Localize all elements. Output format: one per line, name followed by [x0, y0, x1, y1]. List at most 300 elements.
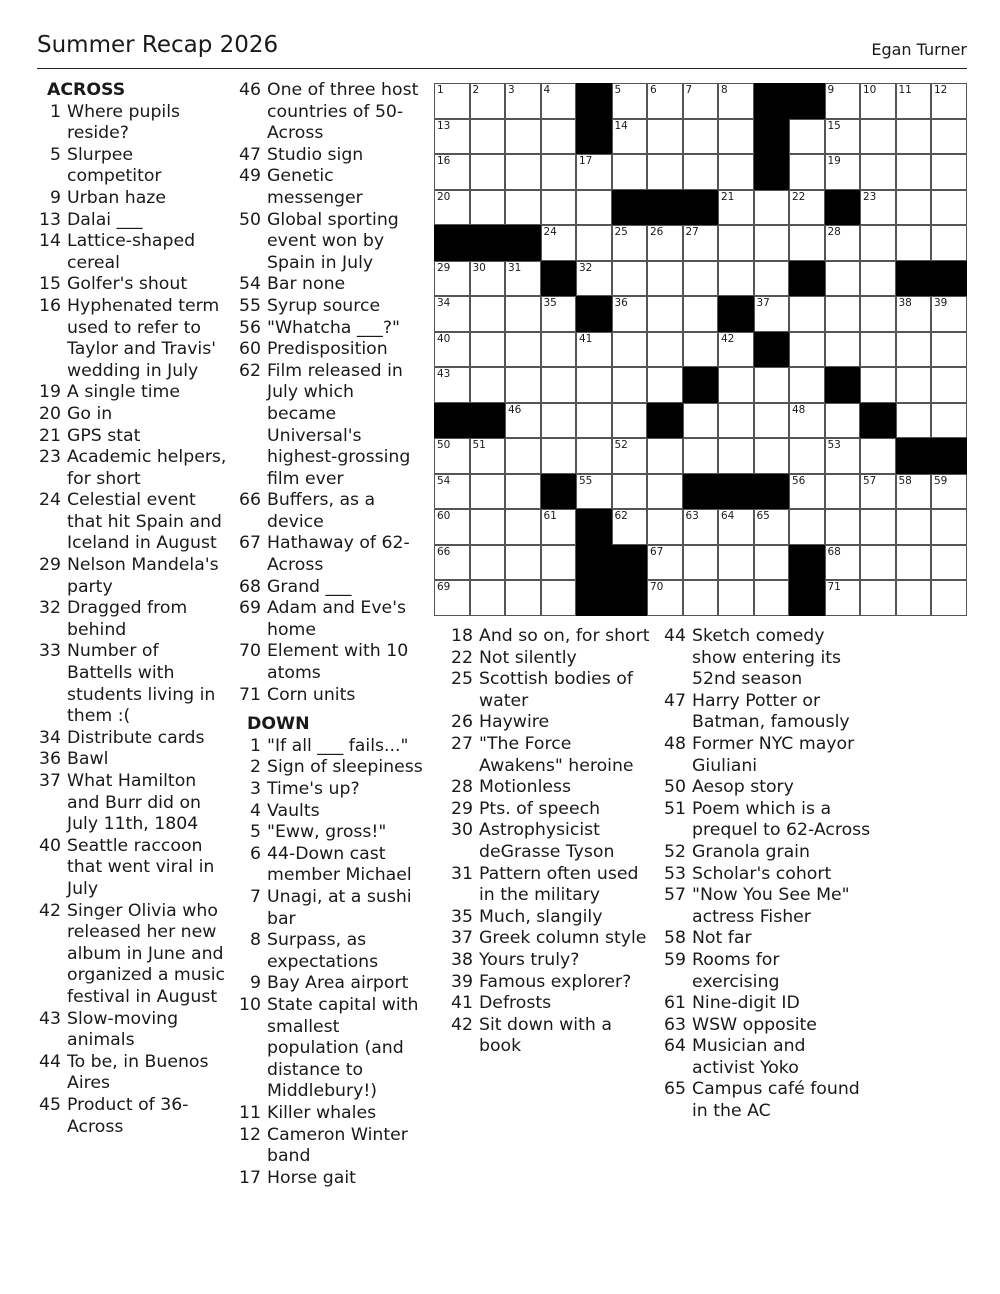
- black-square: [576, 83, 612, 119]
- grid-cell[interactable]: [683, 225, 719, 261]
- clue-number: 15: [39, 274, 61, 295]
- grid-cell[interactable]: [896, 332, 932, 368]
- grid-cell[interactable]: [718, 190, 754, 226]
- clue: [237, 844, 427, 887]
- black-square: [612, 545, 648, 581]
- grid-cell[interactable]: [860, 296, 896, 332]
- cell-number: 58: [898, 474, 912, 487]
- clue-text: Former NYC mayor Giuliani: [692, 733, 855, 776]
- clue: [662, 777, 872, 799]
- grid-cell[interactable]: [434, 190, 470, 226]
- grid-cell[interactable]: [647, 545, 683, 581]
- clue: [37, 1095, 227, 1138]
- cell-number: 53: [827, 439, 841, 451]
- grid-cell[interactable]: [718, 545, 754, 581]
- clue: [449, 626, 654, 648]
- black-square: [434, 225, 470, 261]
- clue-number: 68: [239, 576, 261, 597]
- grid-cell[interactable]: [896, 474, 932, 510]
- grid-cell[interactable]: [576, 367, 612, 403]
- grid-cell[interactable]: [505, 154, 541, 190]
- grid-cell[interactable]: [576, 190, 612, 226]
- grid-cell[interactable]: [434, 474, 470, 510]
- grid-cell[interactable]: [470, 580, 506, 616]
- grid-cell[interactable]: [860, 332, 896, 368]
- grid-cell[interactable]: [505, 119, 541, 155]
- grid-cell[interactable]: [860, 225, 896, 261]
- grid-cell[interactable]: [825, 332, 861, 368]
- clue: [662, 950, 872, 993]
- clue: [37, 1009, 227, 1052]
- cell-number: 17: [579, 155, 593, 167]
- grid-cell[interactable]: [470, 154, 506, 190]
- grid-cell[interactable]: [612, 83, 648, 119]
- clue-number: 26: [451, 712, 473, 733]
- grid-cell[interactable]: [470, 474, 506, 510]
- clue-number: 66: [239, 490, 261, 511]
- grid-cell[interactable]: [683, 83, 719, 119]
- grid-cell[interactable]: [718, 119, 754, 155]
- grid-cell[interactable]: [754, 190, 790, 226]
- clue-text: Slurpee competitor: [67, 144, 162, 187]
- grid-cell[interactable]: [434, 119, 470, 155]
- grid-cell[interactable]: [754, 296, 790, 332]
- grid-cell[interactable]: [825, 83, 861, 119]
- black-square: [896, 438, 932, 474]
- grid-cell[interactable]: [789, 438, 825, 474]
- clue-text: Nine-digit ID: [692, 993, 800, 1014]
- grid-cell[interactable]: [505, 83, 541, 119]
- grid-cell[interactable]: [434, 367, 470, 403]
- grid-cell[interactable]: [434, 509, 470, 545]
- grid-cell[interactable]: [434, 83, 470, 119]
- grid-cell[interactable]: [647, 509, 683, 545]
- grid-cell[interactable]: [541, 332, 577, 368]
- grid-cell[interactable]: [683, 580, 719, 616]
- black-square: [754, 474, 790, 510]
- clue: [37, 555, 227, 598]
- clue-text: Urban haze: [67, 187, 167, 208]
- grid-cell[interactable]: [470, 190, 506, 226]
- grid-cell[interactable]: [505, 545, 541, 581]
- grid-cell[interactable]: [683, 154, 719, 190]
- clue-text: "Now You See Me" actress Fisher: [692, 885, 850, 927]
- grid-cell[interactable]: [896, 154, 932, 190]
- clue-number: 32: [39, 598, 61, 619]
- cell-number: 37: [756, 297, 770, 309]
- grid-cell[interactable]: [931, 332, 967, 368]
- clue-number: 59: [664, 949, 686, 970]
- clue-text: Musician and activist Yoko: [692, 1036, 806, 1078]
- black-square: [647, 403, 683, 439]
- grid-cell[interactable]: [647, 580, 683, 616]
- clue-number: 9: [50, 187, 61, 208]
- clue-number: 37: [39, 771, 61, 791]
- clue-text: Hathaway of 62-Across: [267, 533, 410, 576]
- cell-number: 51: [472, 439, 486, 451]
- clue-number: 25: [451, 669, 473, 690]
- grid-cell[interactable]: [647, 119, 683, 155]
- cell-number: 8: [721, 84, 728, 96]
- grid-cell[interactable]: [434, 580, 470, 616]
- grid-cell[interactable]: [825, 438, 861, 474]
- cell-number: 36: [614, 297, 628, 309]
- grid-cell[interactable]: [541, 509, 577, 545]
- grid-cell[interactable]: [931, 154, 967, 190]
- grid-cell[interactable]: [612, 509, 648, 545]
- grid-cell[interactable]: [825, 509, 861, 545]
- black-square: [470, 225, 506, 261]
- grid-cell[interactable]: [683, 403, 719, 439]
- puzzle-title: Summer Recap 2026: [37, 32, 279, 58]
- grid-cell[interactable]: [541, 438, 577, 474]
- grid-cell[interactable]: [612, 438, 648, 474]
- grid-cell[interactable]: [434, 545, 470, 581]
- clue: [449, 950, 654, 972]
- grid-cell[interactable]: [541, 580, 577, 616]
- grid-cell[interactable]: [931, 367, 967, 403]
- clue-column-4: [662, 626, 872, 1123]
- grid-cell[interactable]: [718, 83, 754, 119]
- grid-cell[interactable]: [789, 367, 825, 403]
- grid-cell[interactable]: [505, 332, 541, 368]
- grid-cell[interactable]: [754, 509, 790, 545]
- grid-cell[interactable]: [896, 509, 932, 545]
- grid-cell[interactable]: [541, 190, 577, 226]
- clue: [662, 626, 872, 691]
- clue-text: Scholar's cohort: [692, 863, 832, 884]
- grid-cell[interactable]: [825, 545, 861, 581]
- clue-text: Product of 36-Across: [67, 1094, 189, 1137]
- grid-cell[interactable]: [789, 190, 825, 226]
- grid-cell[interactable]: [470, 332, 506, 368]
- clue: [37, 598, 227, 641]
- grid-cell[interactable]: [541, 119, 577, 155]
- black-square: [683, 367, 719, 403]
- grid-cell[interactable]: [754, 580, 790, 616]
- grid-cell[interactable]: [612, 119, 648, 155]
- grid-cell[interactable]: [860, 83, 896, 119]
- grid-cell[interactable]: [825, 225, 861, 261]
- black-square: [612, 190, 648, 226]
- grid-cell[interactable]: [612, 225, 648, 261]
- grid-cell[interactable]: [647, 367, 683, 403]
- black-square: [789, 83, 825, 119]
- grid-cell[interactable]: [896, 545, 932, 581]
- grid-cell[interactable]: [931, 474, 967, 510]
- grid-cell[interactable]: [825, 119, 861, 155]
- grid-cell[interactable]: [754, 545, 790, 581]
- cell-number: 24: [543, 226, 557, 238]
- grid-cell[interactable]: [576, 438, 612, 474]
- black-square: [825, 190, 861, 226]
- grid-cell[interactable]: [931, 296, 967, 332]
- clue-number: 45: [39, 1094, 61, 1115]
- grid-cell[interactable]: [825, 580, 861, 616]
- clue: [237, 166, 427, 209]
- grid-cell[interactable]: [505, 474, 541, 510]
- cell-number: 3: [508, 84, 515, 96]
- cell-number: 9: [827, 84, 835, 96]
- grid-cell[interactable]: [718, 509, 754, 545]
- cell-number: 67: [650, 545, 664, 558]
- grid-cell[interactable]: [896, 225, 932, 261]
- grid-cell[interactable]: [825, 403, 861, 439]
- grid-cell[interactable]: [505, 438, 541, 474]
- clue: [37, 102, 227, 145]
- grid-cell[interactable]: [860, 438, 896, 474]
- clue-number: 14: [39, 231, 61, 252]
- clue: [237, 339, 427, 361]
- grid-cell[interactable]: [612, 474, 648, 510]
- grid-cell[interactable]: [718, 261, 754, 297]
- cell-number: 7: [685, 84, 693, 96]
- clue: [662, 799, 872, 842]
- clue-text: Celestial event that hit Spain and Iceland in August: [67, 490, 222, 554]
- grid-cell[interactable]: [931, 190, 967, 226]
- clue-text: Surpass, as expectations: [267, 930, 379, 972]
- clue-number: 41: [451, 993, 473, 1014]
- black-square: [541, 261, 577, 297]
- clue-text: Grand ___: [267, 576, 352, 597]
- grid-cell[interactable]: [647, 296, 683, 332]
- clue-number: 37: [451, 928, 473, 949]
- grid-cell[interactable]: [576, 332, 612, 368]
- cell-number: 19: [827, 155, 841, 167]
- grid-cell[interactable]: [825, 261, 861, 297]
- grid-cell[interactable]: [754, 261, 790, 297]
- cell-number: 60: [437, 510, 451, 522]
- cell-number: 41: [579, 332, 593, 345]
- clue-number: 40: [39, 835, 61, 856]
- grid-cell[interactable]: [434, 261, 470, 297]
- clue-number: 5: [50, 144, 61, 165]
- grid-cell[interactable]: [505, 580, 541, 616]
- grid-cell[interactable]: [789, 154, 825, 190]
- clue: [237, 361, 427, 491]
- clue-text: Studio sign: [267, 144, 364, 165]
- clue: [237, 685, 427, 707]
- clue-text: Go in: [67, 403, 113, 424]
- clue: [449, 712, 654, 734]
- grid-cell[interactable]: [470, 509, 506, 545]
- clue-number: 3: [250, 779, 261, 799]
- grid-cell[interactable]: [647, 225, 683, 261]
- grid-cell[interactable]: [931, 509, 967, 545]
- clue: [237, 577, 427, 599]
- grid-cell[interactable]: [647, 154, 683, 190]
- clue-number: 28: [451, 777, 473, 798]
- grid-cell[interactable]: [541, 403, 577, 439]
- clue-text: Global sporting event won by Spain in July: [267, 209, 399, 273]
- cell-number: 20: [437, 190, 451, 203]
- grid-cell[interactable]: [612, 403, 648, 439]
- grid-cell[interactable]: [860, 154, 896, 190]
- grid-cell[interactable]: [541, 296, 577, 332]
- grid-cell[interactable]: [647, 261, 683, 297]
- clue-text: Time's up?: [267, 779, 360, 799]
- clue: [237, 318, 427, 340]
- grid-cell[interactable]: [860, 509, 896, 545]
- cell-number: 70: [650, 581, 664, 593]
- grid-cell[interactable]: [825, 474, 861, 510]
- grid-cell[interactable]: [860, 190, 896, 226]
- grid-cell[interactable]: [718, 403, 754, 439]
- grid-cell[interactable]: [612, 367, 648, 403]
- clue-number: 46: [239, 80, 261, 100]
- grid-cell[interactable]: [860, 261, 896, 297]
- grid-cell[interactable]: [612, 261, 648, 297]
- grid-cell[interactable]: [683, 261, 719, 297]
- grid-cell[interactable]: [931, 225, 967, 261]
- grid-cell[interactable]: [718, 580, 754, 616]
- grid-cell[interactable]: [505, 403, 541, 439]
- grid-cell[interactable]: [612, 332, 648, 368]
- grid-cell[interactable]: [505, 367, 541, 403]
- cell-number: 69: [437, 581, 451, 593]
- grid-cell[interactable]: [434, 438, 470, 474]
- grid-cell[interactable]: [754, 367, 790, 403]
- grid-cell[interactable]: [470, 367, 506, 403]
- grid-cell[interactable]: [754, 438, 790, 474]
- grid-cell[interactable]: [718, 367, 754, 403]
- grid-cell[interactable]: [931, 545, 967, 581]
- grid-cell[interactable]: [541, 154, 577, 190]
- grid-cell[interactable]: [789, 225, 825, 261]
- grid-cell[interactable]: [541, 83, 577, 119]
- grid-cell[interactable]: [896, 367, 932, 403]
- black-square: [647, 190, 683, 226]
- clue-number: 16: [39, 295, 61, 316]
- grid-cell[interactable]: [470, 83, 506, 119]
- grid-cell[interactable]: [612, 296, 648, 332]
- grid-cell[interactable]: [789, 296, 825, 332]
- grid-cell[interactable]: [541, 545, 577, 581]
- black-square: [825, 367, 861, 403]
- cell-number: 63: [685, 510, 699, 522]
- grid-cell[interactable]: [896, 580, 932, 616]
- grid-cell[interactable]: [896, 83, 932, 119]
- grid-cell[interactable]: [576, 474, 612, 510]
- cell-number: 43: [437, 368, 451, 380]
- grid-cell[interactable]: [647, 332, 683, 368]
- grid-cell[interactable]: [789, 119, 825, 155]
- clue-number: 34: [39, 727, 61, 748]
- grid-cell[interactable]: [896, 403, 932, 439]
- grid-cell[interactable]: [470, 438, 506, 474]
- grid-cell[interactable]: [860, 545, 896, 581]
- grid-cell[interactable]: [576, 225, 612, 261]
- black-square: [576, 509, 612, 545]
- cell-number: 34: [437, 297, 451, 309]
- grid-cell[interactable]: [789, 474, 825, 510]
- grid-cell[interactable]: [683, 509, 719, 545]
- clue-text: Vaults: [267, 800, 320, 821]
- clue-text: Bawl: [67, 749, 109, 770]
- grid-cell[interactable]: [683, 545, 719, 581]
- grid-cell[interactable]: [647, 474, 683, 510]
- grid-cell[interactable]: [754, 403, 790, 439]
- grid-cell[interactable]: [470, 261, 506, 297]
- grid-cell[interactable]: [470, 545, 506, 581]
- grid-cell[interactable]: [683, 119, 719, 155]
- grid-cell[interactable]: [505, 261, 541, 297]
- black-square: [754, 332, 790, 368]
- grid-cell[interactable]: [647, 438, 683, 474]
- grid-cell[interactable]: [860, 367, 896, 403]
- grid-cell[interactable]: [541, 367, 577, 403]
- grid-cell[interactable]: [718, 225, 754, 261]
- black-square: [470, 403, 506, 439]
- grid-cell[interactable]: [931, 403, 967, 439]
- clue: [449, 1015, 654, 1058]
- clue-number: 54: [239, 274, 261, 295]
- grid-cell[interactable]: [505, 190, 541, 226]
- grid-cell[interactable]: [825, 296, 861, 332]
- grid-cell[interactable]: [860, 119, 896, 155]
- grid-cell[interactable]: [931, 580, 967, 616]
- cell-number: 5: [614, 84, 622, 96]
- grid-cell[interactable]: [434, 332, 470, 368]
- grid-cell[interactable]: [505, 509, 541, 545]
- clue-number: 50: [239, 209, 261, 230]
- grid-cell[interactable]: [860, 474, 896, 510]
- cell-number: 2: [472, 84, 480, 96]
- grid-cell[interactable]: [505, 296, 541, 332]
- grid-cell[interactable]: [647, 83, 683, 119]
- clue: [237, 779, 427, 801]
- grid-cell[interactable]: [860, 580, 896, 616]
- grid-cell[interactable]: [434, 154, 470, 190]
- clue-number: 8: [250, 930, 261, 951]
- grid-cell[interactable]: [683, 438, 719, 474]
- grid-cell[interactable]: [541, 225, 577, 261]
- cell-number: 48: [792, 403, 806, 416]
- grid-cell[interactable]: [931, 83, 967, 119]
- grid-cell[interactable]: [576, 403, 612, 439]
- grid-cell[interactable]: [789, 509, 825, 545]
- grid-cell[interactable]: [896, 296, 932, 332]
- grid-cell[interactable]: [576, 154, 612, 190]
- clue-text: Killer whales: [267, 1102, 377, 1123]
- grid-cell[interactable]: [718, 332, 754, 368]
- grid-cell[interactable]: [896, 190, 932, 226]
- grid-cell[interactable]: [434, 296, 470, 332]
- clue-text: Greek column style: [479, 928, 647, 949]
- grid-cell[interactable]: [896, 119, 932, 155]
- grid-cell[interactable]: [718, 154, 754, 190]
- grid-cell[interactable]: [576, 261, 612, 297]
- clue-number: 27: [451, 733, 473, 754]
- clue: [662, 1079, 872, 1122]
- grid-cell[interactable]: [825, 154, 861, 190]
- cell-number: 35: [543, 297, 557, 309]
- clue: [662, 993, 872, 1015]
- grid-cell[interactable]: [754, 225, 790, 261]
- grid-cell[interactable]: [470, 296, 506, 332]
- grid-cell[interactable]: [470, 119, 506, 155]
- grid-cell[interactable]: [718, 438, 754, 474]
- cell-number: 71: [827, 581, 841, 593]
- grid-cell[interactable]: [683, 332, 719, 368]
- grid-cell[interactable]: [683, 296, 719, 332]
- clue: [449, 799, 654, 821]
- grid-cell[interactable]: [612, 154, 648, 190]
- grid-cell[interactable]: [789, 403, 825, 439]
- grid-cell[interactable]: [931, 119, 967, 155]
- cell-number: 12: [934, 84, 948, 96]
- grid-cell[interactable]: [789, 332, 825, 368]
